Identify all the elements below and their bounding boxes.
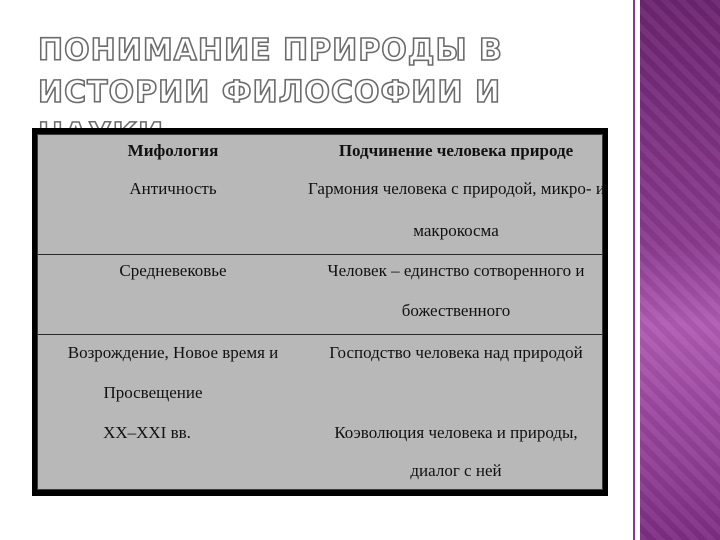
- table-cell: [308, 335, 604, 491]
- table-row: [38, 335, 602, 491]
- table-cell: [38, 135, 308, 255]
- relation-dominance: Господство человека над природой: [329, 343, 583, 362]
- relation-dialogue: диалог с ней: [410, 461, 502, 480]
- header-mythology: Мифология: [127, 141, 219, 160]
- relation-unity-cont: божественного: [401, 301, 511, 320]
- table-row: [38, 135, 605, 255]
- era-antiquity: Античность: [129, 179, 217, 198]
- table-frame: [32, 128, 608, 496]
- decorative-line: [633, 0, 635, 540]
- era-20-21-centuries: XX–XXI вв.: [103, 423, 191, 442]
- era-enlightenment: Просвещение: [103, 383, 203, 402]
- table-row: [38, 255, 602, 335]
- title-line-1: ПОНИМАНИЕ ПРИРОДЫ В: [38, 33, 503, 68]
- table-cell: [308, 135, 604, 255]
- relation-harmony-cont: макрокосма: [413, 221, 499, 240]
- era-middle-ages: Средневековье: [119, 261, 227, 280]
- relation-harmony: Гармония человека с природой, микро- и: [308, 179, 605, 198]
- decorative-side-band: [640, 0, 720, 540]
- table-cell: [38, 335, 308, 491]
- header-subordination: Подчинение человека природе: [338, 141, 574, 160]
- era-renaissance: Возрождение, Новое время и: [67, 343, 279, 362]
- table-cell: [38, 255, 308, 335]
- table-cell: [308, 255, 604, 335]
- relation-coevolution: Коэволюция человека и природы,: [334, 423, 578, 442]
- relation-unity: Человек – единство сотворенного и: [327, 261, 585, 280]
- title-line-2: ИСТОРИИ ФИЛОСОФИИ И: [38, 75, 502, 110]
- philosophy-table: [37, 134, 603, 490]
